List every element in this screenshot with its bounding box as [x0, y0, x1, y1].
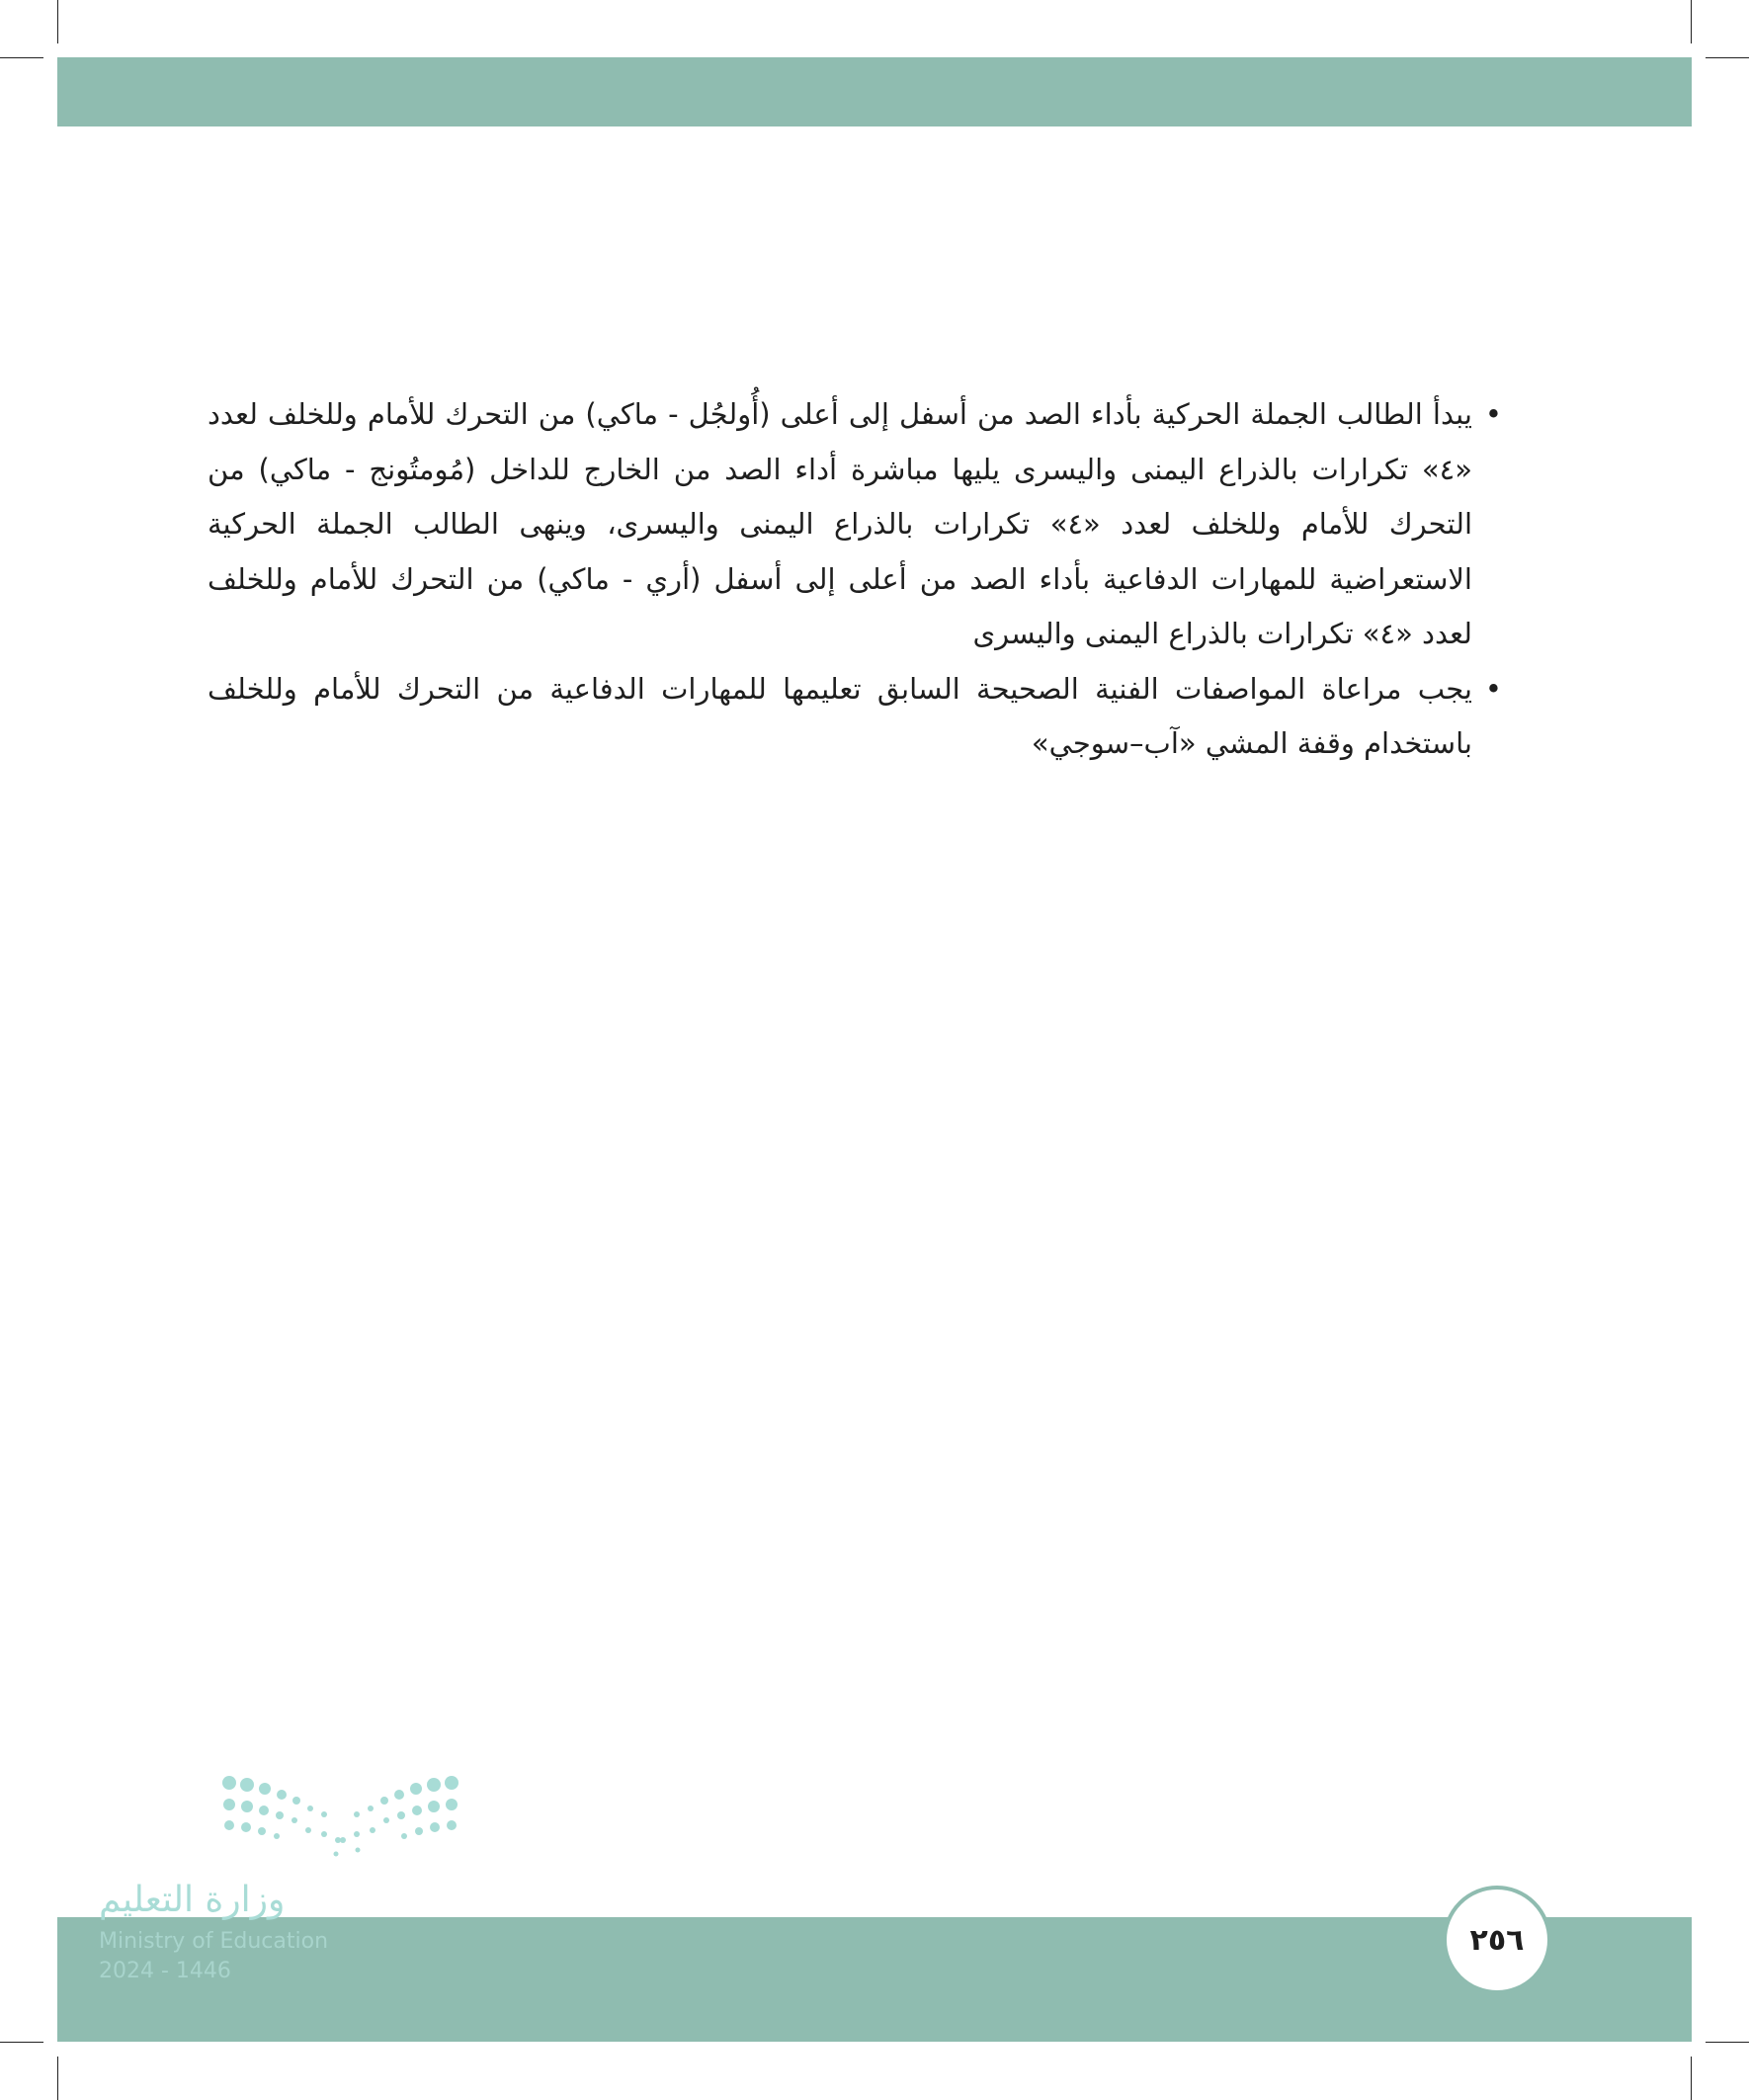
- bullet-symbol: •: [1484, 397, 1502, 431]
- crop-mark: [1691, 2057, 1692, 2100]
- crop-mark: [1691, 0, 1692, 43]
- logo-dots-icon: [99, 1769, 474, 1878]
- page-content: [208, 387, 1502, 772]
- crop-mark: [1706, 57, 1749, 58]
- crop-mark: [1706, 2042, 1749, 2043]
- page-number: ٢٥٦: [1443, 1886, 1551, 1994]
- bullet-text: يجب مراعاة المواصفات الفنية الصحيحة السابق تعليمها للمهارات الدفاعية من التحرك للأمام وللخلف باستخدام وقفة المشي «آب–سوجي»: [208, 671, 1472, 760]
- bullet-item: [208, 387, 1502, 662]
- logo-english-text: [99, 1927, 328, 1986]
- crop-mark: [0, 57, 43, 58]
- bullet-symbol: •: [1484, 671, 1502, 706]
- crop-mark: [57, 2057, 58, 2100]
- logo-arabic-text: وزارة التعليم: [99, 1880, 286, 1920]
- header-band: [57, 57, 1692, 126]
- ministry-logo: [99, 1769, 474, 2026]
- crop-mark: [57, 0, 58, 43]
- logo-year: 2024 - 1446: [99, 1959, 231, 1983]
- bullet-item: [208, 662, 1502, 772]
- crop-mark: [0, 2042, 43, 2043]
- logo-english-name: Ministry of Education: [99, 1929, 329, 1954]
- bullet-text: يبدأ الطالب الجملة الحركية بأداء الصد من أسفل إلى أعلى (أُولجُل - ماكي) من التحرك للأمام وللخلف لعدد «٤» تكرارات بالذراع اليمنى واليسرى يليها مباشرة أداء الصد من الخارج للداخل (مُومتُونج - ماكي) من التحرك للأمام وللخلف لعدد «٤» تكرارات بالذراع اليمنى واليسرى، وينهى الطالب الجملة الحركية الاستعراضية للمهارات الدفاعية بأداء الصد من أعلى إلى أسفل (أري - ماكي) من التحرك للأمام وللخلف لعدد «٤» تكرارات بالذراع اليمنى واليسرى: [208, 397, 1473, 650]
